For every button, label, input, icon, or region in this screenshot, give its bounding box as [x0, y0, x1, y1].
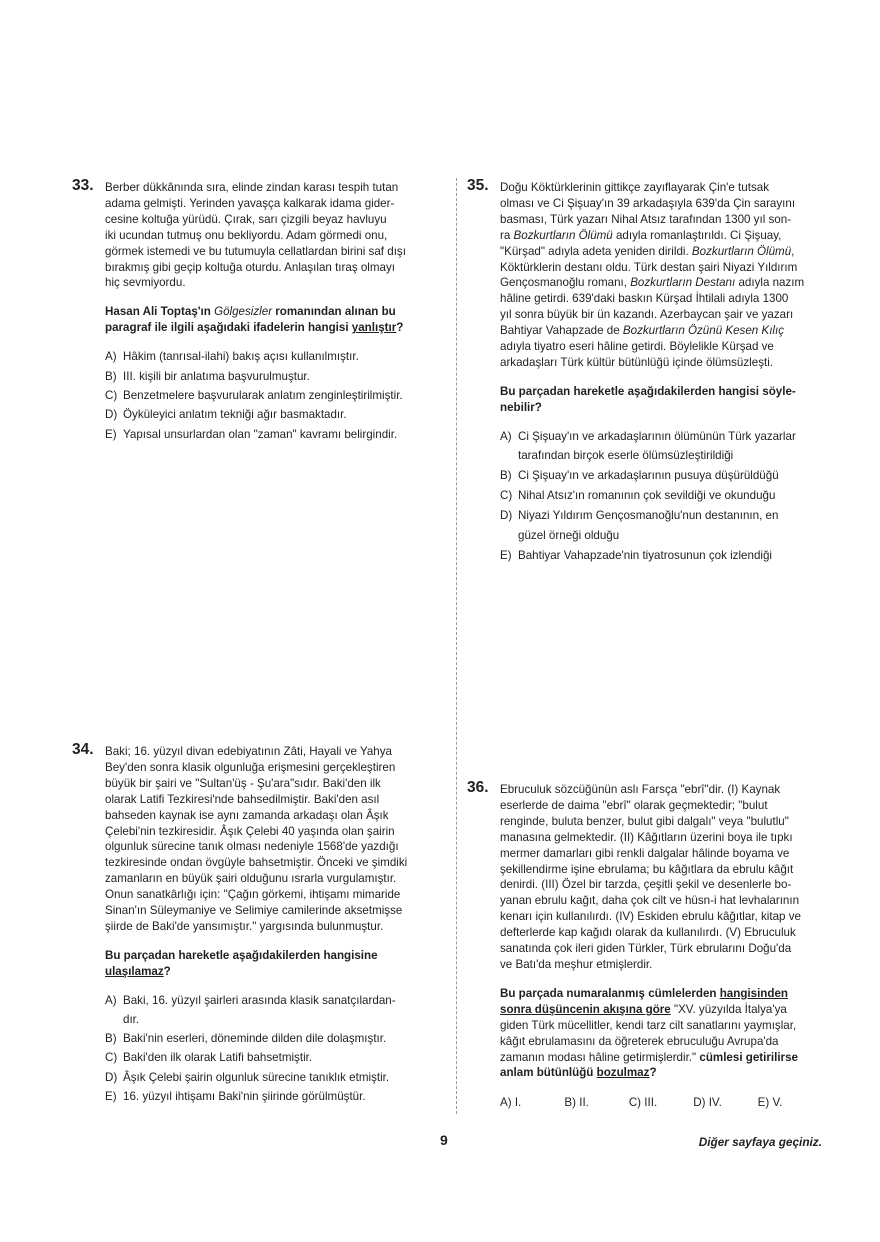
question-prompt: Bu parçadan hareketle aşağıdakilerden hangisine ulaşılamaz? [105, 948, 378, 978]
passage-line: bırakmış gibi geçip koltuğa oturdu. Anlaşılan tıraş olmayı [105, 260, 395, 274]
answer-option-a[interactable]: A) Baki, 16. yüzyıl şairleri arasında klasik sanatçılardan- dır. [105, 993, 396, 1026]
passage-line: sanatında çok ileri giden Türkler, Türk ebrularını Doğu'da [500, 942, 792, 956]
question-prompt: Bu parçada numaralanmış cümlelerden hangisinden sonra düşüncenin akışına göre "XV. yüzyılda İtalya'ya giden Türk mücellitler, kendi tarz cilt sanatlarını yaymışlar, kâğıt ebrulamasını da öğreterek ebruculuğu Avrupa'da zamanın modası hâline getirmişlerdir." cümlesi getirilirse anlam bütünlüğü bozulmaz? [500, 986, 798, 1080]
passage-line: kenarı için kullanılırdı. (IV) Eskiden ebrulu kâğıtlar, kitap ve [500, 910, 801, 924]
answer-option-d[interactable]: D) Niyazi Yıldırım Gençosmanoğlu'nun destanının, en güzel örneği olduğu [500, 509, 779, 542]
passage-line: görmek istemedi ve bu tutumuyla cellatlardan birini saf dışı [105, 244, 406, 258]
passage-line: denirdi. (III) Özel bir tarzda, çeşitli şekil ve desenlerle bo- [500, 878, 792, 892]
passage-line: basması, Türk yazarı Nihal Atsız tarafından 1300 yıl son- [500, 212, 792, 226]
question-prompt: Hasan Ali Toptaş'ın Gölgesizler romanından alınan bu paragraf ile ilgili aşağıdaki ifadelerin hangisi yanlıştır? [105, 305, 404, 335]
passage-line: yıl sonra büyük bir ün kazandı. Azerbaycan şair ve yazarı [500, 308, 794, 322]
answer-options [500, 429, 822, 565]
passage-line: arkadaşları Türk kültür bütünlüğü içinde ölümsüzleşti. [500, 355, 774, 369]
passage-line: adama gelmişti. Yerinden yavaşça kalkarak idama gider- [105, 196, 395, 210]
question-number: 36. [467, 779, 489, 796]
passage-line: Çelebi'nin tezkiresidir. Âşık Çelebi 40 yaşında olan şairin [105, 824, 395, 838]
passage-line: mermer damarları gibi renkli dalgalar hâlinde boyama ve [500, 846, 790, 860]
answer-options [105, 993, 427, 1105]
question-34 [72, 741, 427, 1109]
passage-line: Köktürklerin destanı oldu. Türk destan şairi Niyazi Yıldırım [500, 260, 798, 274]
answer-option-b[interactable]: B) Ci Şişuay'ın ve arkadaşlarının pusuya düşürüldüğü [500, 469, 779, 483]
passage-line: ve Batı'da meşhur etmişlerdir. [500, 957, 653, 971]
answer-option-c[interactable]: C) III. [628, 1096, 658, 1110]
question-number: 34. [72, 741, 94, 758]
question-number: 33. [72, 177, 94, 194]
passage-line: Baki; 16. yüzyıl divan edebiyatının Zâti, Hayali ve Yahya [105, 745, 392, 758]
passage-line: büyük bir şairi ve "Sultan'üş - Şu'ara"sıdır. Baki'den ilk [105, 776, 381, 790]
question-36 [467, 779, 822, 1110]
page-number: 9 [440, 1132, 448, 1148]
question-35 [467, 177, 822, 568]
answer-option-e[interactable]: E) Bahtiyar Vahapzade'nin tiyatrosunun çok izlendiği [500, 548, 772, 562]
answer-option-e[interactable]: E) V. [757, 1096, 783, 1110]
next-page-note: Diğer sayfaya geçiniz. [698, 1135, 822, 1149]
passage-line: Onun sanatkârlığı için: "Çağın görkemi, ihtişamı mimaride [105, 888, 401, 902]
answer-option-c[interactable]: C) Benzetmelere başvurularak anlatım zenginleştirilmiştir. [105, 388, 403, 402]
answer-option-e[interactable]: E) Yapısal unsurlardan olan "zaman" kavramı belirgindir. [105, 427, 398, 441]
passage-line: şekillendirme işine ebrulama; bu kâğıtlara da ebrulu kâğıt [500, 862, 794, 876]
question-number: 35. [467, 177, 489, 194]
passage-line: cesine koltuğa yürüdü. Çırak, sarı çizgili beyaz havluyu [105, 212, 387, 226]
answer-option-c[interactable]: C) Baki'den ilk olarak Latifi bahsetmiştir. [105, 1051, 313, 1065]
question-prompt: Bu parçadan hareketle aşağıdakilerden hangisi söyle- nebilir? [500, 384, 796, 414]
passage-line: yanan ebrulu kağıt, daha çok cilt ve hüsn-i hat levhalarının [500, 894, 800, 908]
passage-line: iki ucundan tutmuş onu bekliyordu. Adam görmedi onu, [105, 228, 388, 242]
answer-option-b[interactable]: B) II. [564, 1096, 589, 1110]
passage-line: bahseden kaynak ise aynı zamanda arkadaşı olan Âşık [105, 808, 389, 822]
column-divider [456, 178, 457, 1114]
passage-line: Doğu Köktürklerinin gittikçe zayıflayarak Çin'e tutsak [500, 181, 769, 194]
passage-line: manasına gelmektedir. (II) Kâğıtların üzerini boya ile tıpkı [500, 830, 793, 844]
answer-option-e[interactable]: E) 16. yüzyıl ihtişamı Baki'nin şiirinde görülmüştür. [105, 1090, 366, 1104]
passage-line: eserlerde de daima "ebrî" olarak geçmektedir; "bulut [500, 798, 768, 812]
answer-option-a[interactable]: A) Hâkim (tanrısal-ilahi) bakış açısı kullanılmıştır. [105, 350, 359, 364]
passage-line: tezkiresinde ondan övgüyle bahsetmiştir. Önceki ve şimdiki [105, 856, 408, 870]
answer-option-b[interactable]: B) Baki'nin eserleri, döneminde dilden dile dolaşmıştır. [105, 1032, 387, 1045]
answer-option-c[interactable]: C) Nihal Atsız'ın romanının çok sevildiği ve okunduğu [500, 489, 776, 503]
passage-line: Sinan'ın Süleymaniye ve Selimiye camilerinde aksetmişse [105, 904, 403, 918]
question-passage [105, 180, 427, 291]
passage-line: hâline getirdi. 639'daki baskın Kürşad İhtilali adıyla 1300 [500, 292, 789, 306]
answer-option-d[interactable]: D) Âşık Çelebi şairin olgunluk sürecine tanıklık etmiştir. [105, 1070, 390, 1084]
question-33 [72, 177, 427, 446]
answer-option-a[interactable]: A) I. [500, 1096, 522, 1110]
passage-line: şiirde de Baki'de yansımıştır." yargısında bulunmuştur. [105, 919, 384, 933]
passage-line: Berber dükkânında sıra, elinde zindan karası tespih tutan [105, 181, 399, 194]
passage-line: renginde, buluta benzer, bulut gibi dalgalı" veya "bulutlu" [500, 814, 789, 828]
passage-line: olması ve Ci Şişuay'ın 39 arkadaşıyla 639'da Çin sarayını [500, 196, 796, 210]
passage-line: olgunluk sürecine tanık olması nedeniyle 1568'de yazdığı [105, 840, 399, 854]
answer-options [500, 1096, 822, 1109]
passage-line: zamanların en büyük şairi olduğunu ısrarla vurgulamıştır. [105, 872, 397, 886]
passage-line: hiç sevmiyordu. [105, 276, 186, 290]
question-passage [500, 180, 822, 371]
answer-options [105, 349, 427, 443]
passage-line: defterlerde kap kağıdı olarak da kullanılırdı. (V) Ebruculuk [500, 926, 796, 940]
answer-option-d[interactable]: D) IV. [693, 1096, 722, 1110]
passage-line: adıyla tiyatro eseri hâline getirdi. Böylelikle Kürşad ve [500, 340, 774, 354]
passage-line: ra Bozkurtların Ölümü adıyla romanlaştırıldı. Ci Şişuay, [500, 228, 782, 242]
question-passage [500, 782, 822, 973]
passage-line: Bey'den sonra klasik olgunluğa erişmesini gerçekleştiren [105, 760, 396, 774]
passage-line: olarak Latifi Tezkiresi'nde bahsedilmiştir. Baki'den asıl [105, 792, 380, 806]
answer-option-b[interactable]: B) III. kişili bir anlatıma başvurulmuştur. [105, 369, 310, 383]
passage-line: Gençosmanoğlu romanı, Bozkurtların Destanı adıyla nazım [500, 276, 805, 290]
passage-line: "Kürşad" adıyla adeta yeniden dirildi. Bozkurtların Ölümü, [500, 244, 795, 258]
question-passage [105, 744, 427, 935]
answer-option-a[interactable]: A) Ci Şişuay'ın ve arkadaşlarının ölümünün Türk yazarlar tarafından birçok eserle ölümsüzleştirildiği [500, 429, 796, 463]
passage-line: Ebruculuk sözcüğünün aslı Farsça "ebrî"dir. (I) Kaynak [500, 783, 781, 796]
passage-line: Bahtiyar Vahapzade de Bozkurtların Özünü Kesen Kılıç [500, 324, 785, 338]
answer-option-d[interactable]: D) Öyküleyici anlatım tekniği ağır basmaktadır. [105, 408, 347, 422]
